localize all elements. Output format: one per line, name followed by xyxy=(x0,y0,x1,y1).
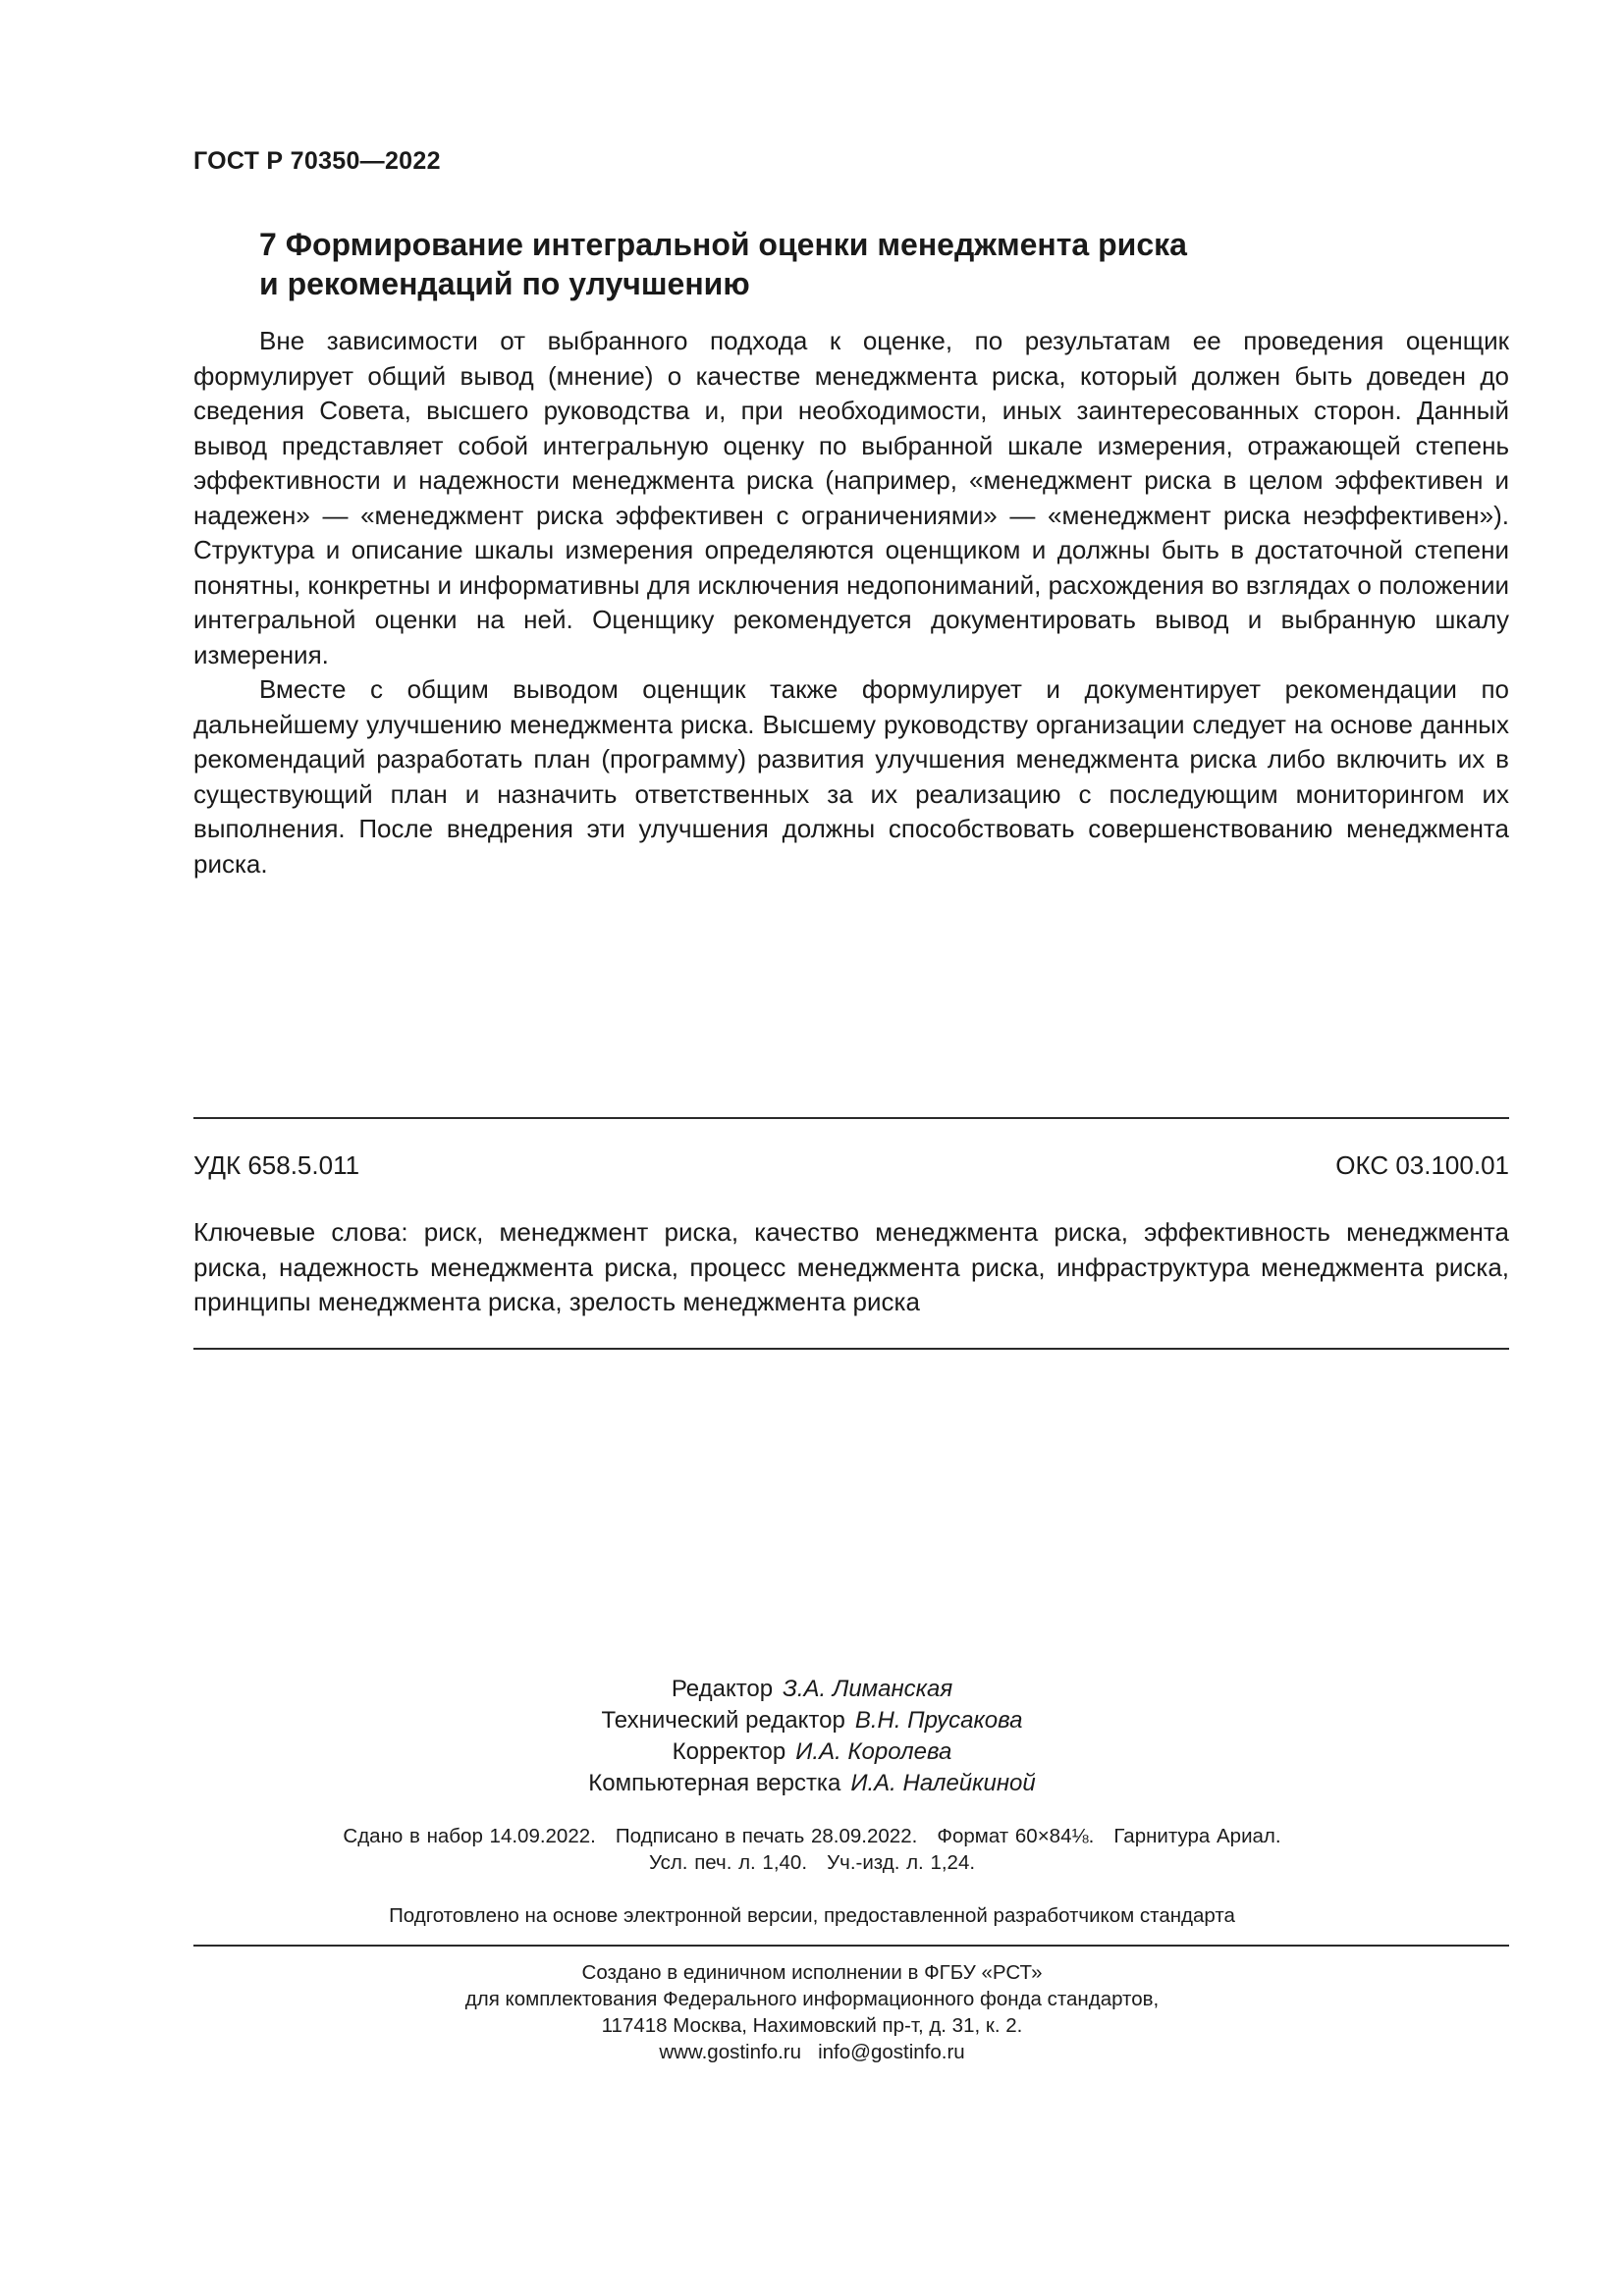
credit-editor-name: З.А. Лиманская xyxy=(783,1676,953,1702)
credit-editor-label: Редактор xyxy=(671,1676,774,1702)
section-title-line-1: 7 Формирование интегральной оценки менеджмента риска xyxy=(259,227,1187,262)
credit-corrector-label: Корректор xyxy=(672,1738,786,1765)
publisher-line-3: 117418 Москва, Нахимовский пр-т, д. 31, к. 2. xyxy=(601,2014,1023,2037)
divider-publisher xyxy=(193,1945,1509,1947)
credit-tech-editor-label: Технический редактор xyxy=(601,1707,845,1734)
section-title-line-2: и рекомендаций по улучшению xyxy=(259,266,750,301)
body-text xyxy=(193,324,1509,881)
page-header: ГОСТ Р 70350—2022 xyxy=(193,147,441,175)
credits xyxy=(0,1674,1624,1799)
divider-keywords xyxy=(193,1348,1509,1350)
print-info xyxy=(0,1823,1624,1876)
udk-code: УДК 658.5.011 xyxy=(193,1150,360,1180)
publisher-info xyxy=(0,1959,1624,2065)
credit-corrector xyxy=(0,1736,1624,1768)
credit-layout-name: И.А. Налейкиной xyxy=(850,1770,1036,1796)
publisher-line-2: для комплектования Федерального информационного фонда стандартов, xyxy=(464,1988,1160,2010)
credit-tech-editor-name: В.Н. Прусакова xyxy=(854,1707,1023,1734)
credit-layout-label: Компьютерная верстка xyxy=(588,1770,841,1796)
body-paragraph-2: Вместе с общим выводом оценщик также формулирует и документирует рекомендации по дальнейшему улучшению менеджмента риска. Высшему руководству организации следует на основе данных рекомендаций разработать план (программу) развития улучшения менеджмента риска либо включить их в существующий план и назначить ответственных за их реализацию с последующим мониторингом их выполнения. После внедрения эти улучшения должны способствовать совершенствованию менеджмента риска. xyxy=(193,674,1509,879)
publisher-line-4: www.gostinfo.ru info@gostinfo.ru xyxy=(659,2041,965,2063)
keywords: Ключевые слова: риск, менеджмент риска, качество менеджмента риска, эффективность менеджмента риска, надежность менеджмента риска, процесс менеджмента риска, инфраструктура менеджмента риска, принципы менеджмента риска, зрелость менеджмента риска xyxy=(193,1217,1509,1316)
credit-corrector-name: И.А. Королева xyxy=(795,1738,952,1765)
print-info-line-1: Сдано в набор 14.09.2022. Подписано в печать 28.09.2022. Формат 60×84⅛. Гарнитура Ариал. xyxy=(343,1825,1281,1847)
credit-layout xyxy=(0,1768,1624,1799)
print-info-line-2: Усл. печ. л. 1,40. Уч.-изд. л. 1,24. xyxy=(648,1851,976,1874)
prepared-note: Подготовлено на основе электронной версии, предоставленной разработчиком стандарта xyxy=(389,1904,1235,1927)
credit-editor xyxy=(0,1674,1624,1705)
publisher-line-1: Создано в единичном исполнении в ФГБУ «РСТ» xyxy=(581,1961,1043,1984)
oks-code: ОКС 03.100.01 xyxy=(1335,1150,1509,1180)
credit-tech-editor xyxy=(0,1705,1624,1736)
divider-top xyxy=(193,1117,1509,1119)
classification-row xyxy=(193,1150,1509,1181)
body-paragraph-1: Вне зависимости от выбранного подхода к оценке, по результатам ее проведения оценщик формулирует общий вывод (мнение) о качестве менеджмента риска, который должен быть доведен до сведения Совета, высшего руководства и, при необходимости, иных заинтересованных сторон. Данный вывод представляет собой интегральную оценку по выбранной шкале измерения, отражающей степень эффективности и надежности менеджмента риска (например, «менеджмент риска в целом эффективен и надежен» — «менеджмент риска эффективен с ограничениями» — «менеджмент риска неэффективен»). Структура и описание шкалы измерения определяются оценщиком и должны быть в достаточной степени понятны, конкретны и информативны для исключения недопониманий, расхождения во взглядах о положении интегральной оценки на ней. Оценщику рекомендуется документировать вывод и выбранную шкалу измерения. xyxy=(193,326,1509,669)
section-title xyxy=(259,225,1339,303)
